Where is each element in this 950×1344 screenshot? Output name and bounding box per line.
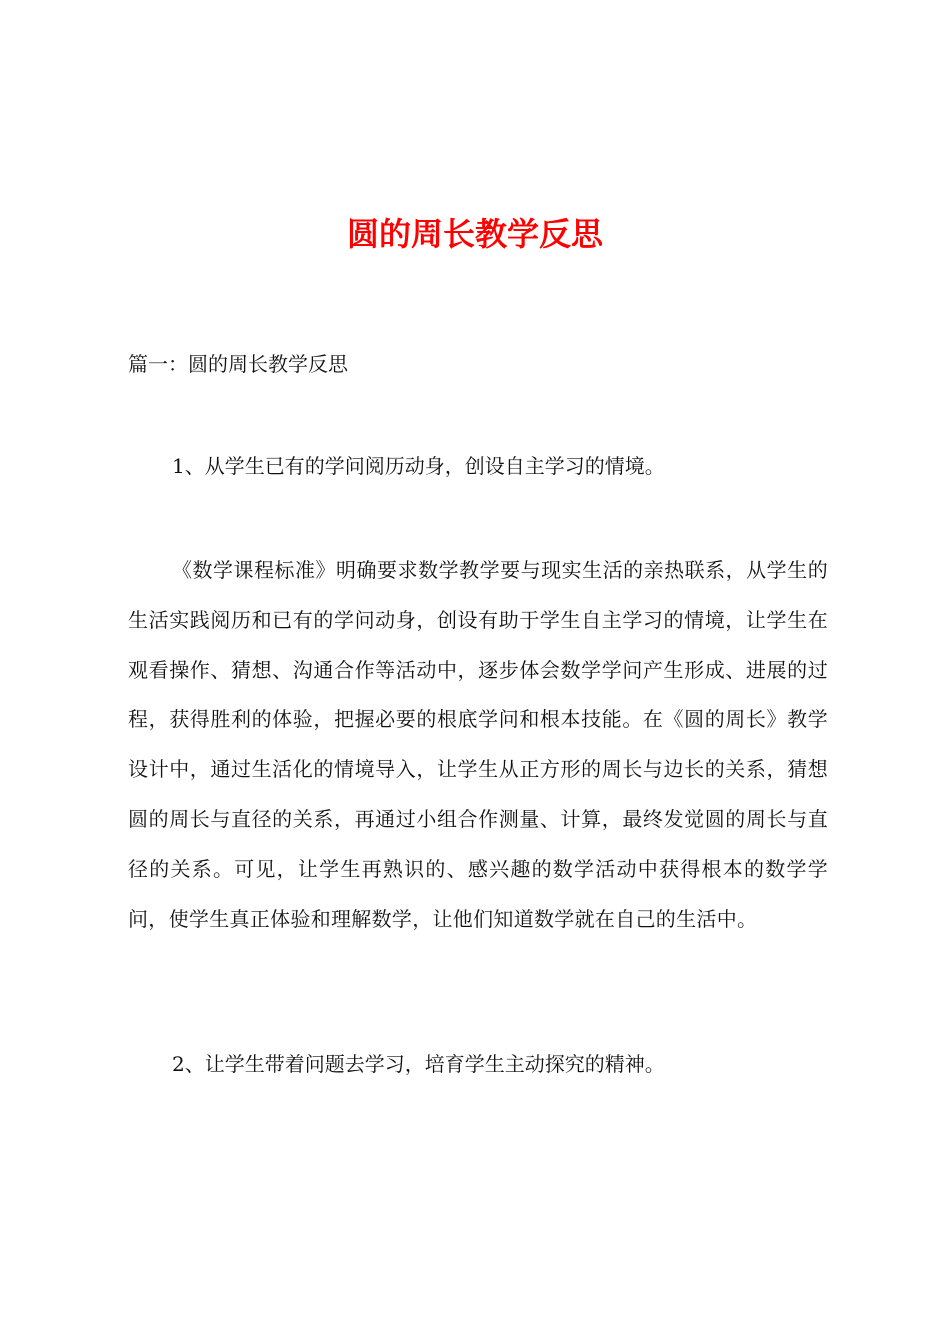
point-heading-1: 1、从学生已有的学问阅历动身，创设自主学习的情境。 — [172, 454, 665, 478]
point-heading-2: 2、让学生带着问题去学习，培育学生主动探究的精神。 — [172, 1052, 665, 1076]
document-title: 圆的周长教学反思 — [346, 215, 603, 253]
section-label: 篇一：圆的周长教学反思 — [128, 352, 348, 376]
body-paragraph: 《数学课程标准》明确要求数学教学要与现实生活的亲热联系，从学生的生活实践阅历和已有的学问动身，创设有助于学生自主学习的情境，让学生在观看操作、猜想、沟通合作等活动中，逐步体会数学学问产生形成、进展的过程，获得胜利的体验，把握必要的根底学问和根本技能。在《圆的周长》教学设计中，通过生活化的情境导入，让学生从正方形的周长与边长的关系，猜想圆的周长与直径的关系，再通过小组合作测量、计算，最终发觉圆的周长与直径的关系。可见，让学生再熟识的、感兴趣的数学活动中获得根本的数学学问，使学生真正体验和理解数学，让他们知道数学就在自己的生活中。 — [128, 558, 828, 931]
